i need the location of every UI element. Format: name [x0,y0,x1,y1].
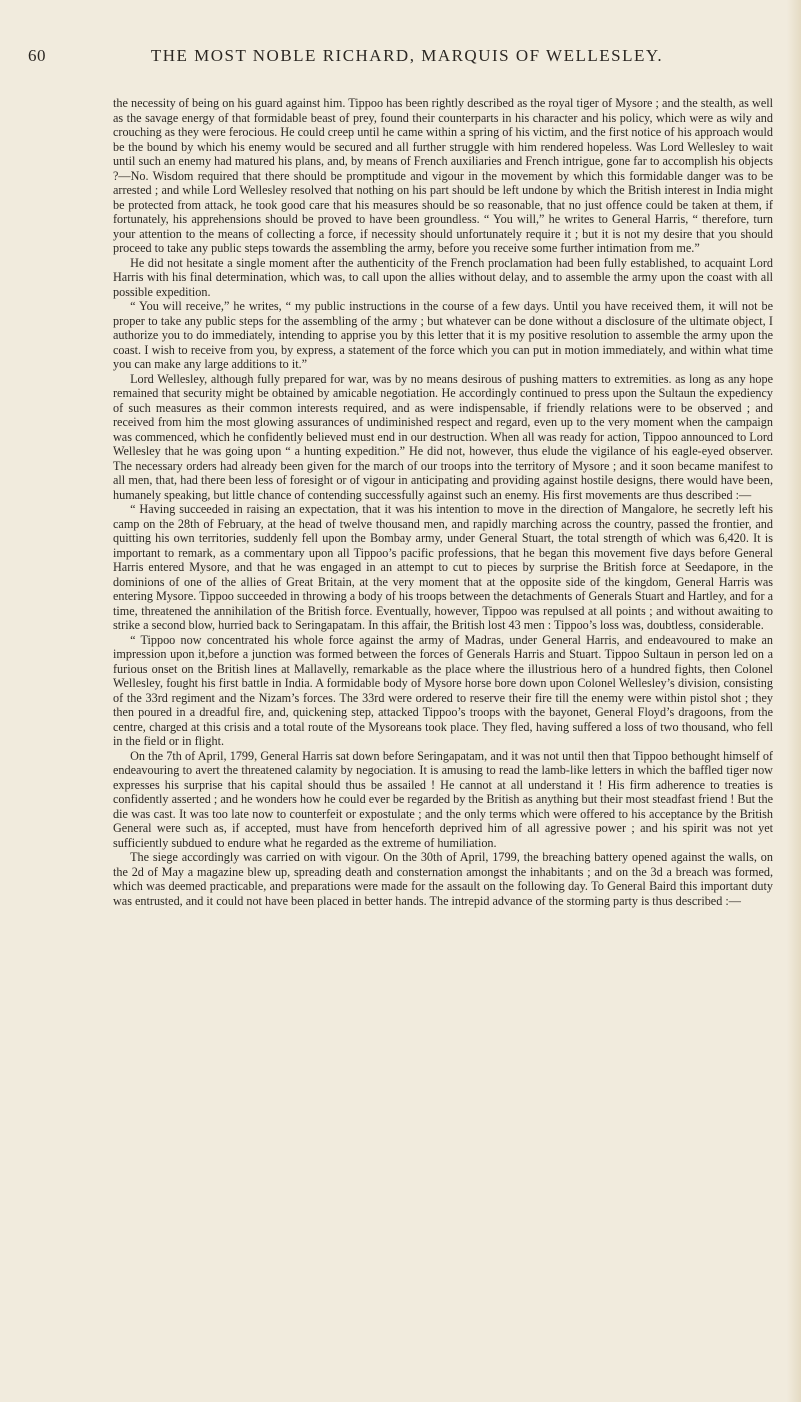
paragraph: “ Having succeeded in raising an expectation, that it was his intention to move in the direction of Mangalore, he secretly left his camp on the 28th of February, at the head of twelve thousand men, and rapidly marching across the country, passed the frontier, and quitting his own territories, suddenly fell upon the Bombay army, under General Stuart, the total strength of which was 6,420. It is important to remark, as a commentary upon all Tippoo’s pacific professions, that he began this movement five days before General Harris entered Mysore, and that he was engaged in an attempt to cut to pieces by surprise the British force at Seedapore, in the dominions of one of the allies of Great Britain, at the very moment that at the opposite side of the kingdom, General Harris was entering Mysore. Tippoo succeeded in throwing a body of his troops between the detachments of Generals Stuart and Hartley, and for a time, threatened the annihilation of the British force. Eventually, however, Tippoo was repulsed at all points ; and without awaiting to strike a second blow, hurried back to Seringapatam. In this affair, the British lost 43 men : Tippoo’s loss was, doubtless, considerable. [113,502,773,632]
paragraph: “ You will receive,” he writes, “ my public instructions in the course of a few days. Until you have received them, it will not be proper to take any public steps for the assembling of the army ; but whatever can be done without a disclosure of the ultimate object, I authorize you to do immediately, intending to apprise you by this letter that it is my positive resolution to assemble the army upon the coast. I wish to receive from you, by express, a statement of the force which you can put in motion immediately, and within what time you can make any large additions to it.” [113,299,773,371]
paragraph: The siege accordingly was carried on with vigour. On the 30th of April, 1799, the breaching battery opened against the walls, on the 2d of May a magazine blew up, spreading death and consternation amongst the inhabitants ; and on the 3d a breach was formed, which was deemed practicable, and preparations were made for the assault on the following day. To General Baird this important duty was entrusted, and it could not have been placed in better hands. The intrepid advance of the storming party is thus described :— [113,850,773,908]
paragraph: On the 7th of April, 1799, General Harris sat down before Seringapatam, and it was not until then that Tippoo bethought himself of endeavouring to avert the threatened calamity by negociation. It is amusing to read the lamb-like letters in which the baffled tiger now expresses his surprise that his capital should thus be assailed ! He cannot at all understand it ! His firm adherence to treaties is confidently asserted ; and he wonders how he could ever be regarded by the British as anything but their most steadfast friend ! But the die was cast. It was too late now to counterfeit or expostulate ; and the only terms which were offered to his acceptance by the British General were such as, if accepted, must have from henceforth deprived him of all agressive power ; and his spirit was not yet sufficiently subdued to endure what he regarded as the extreme of humiliation. [113,748,773,850]
body-text [113,96,773,908]
paragraph: the necessity of being on his guard against him. Tippoo has been rightly described as the royal tiger of Mysore ; and the stealth, as well as the savage energy of that formidable beast of prey, found their counterparts in his character and his policy, which were as wily and crouching as they were ferocious. He could creep until he came within a spring of his victim, and the first notice of his approach would be the bound by which his enemy would be secured and all further struggle with him rendered hopeless. Was Lord Wellesley to wait until such an enemy had matured his plans, and, by means of French auxiliaries and French intrigue, gone far to accomplish his objects ?—No. Wisdom required that there should be promptitude and vigour in the movement by which this formidable danger was to be arrested ; and while Lord Wellesley resolved that nothing on his part should be left undone by which the British interest in India might be protected from attack, he took good care that his measures should be so reasonable, that no just offence could be taken at them, if fortunately, his apprehensions should be proved to have been groundless. “ You will,” he writes to General Harris, “ therefore, turn your attention to the means of collecting a force, if necessity should unfortunately require it ; but it is not my desire that you should proceed to take any public steps towards the assembling the army, before you receive some further intimation from me.” [113,96,773,255]
page-edge-shadow [787,0,801,1402]
paragraph: “ Tippoo now concentrated his whole force against the army of Madras, under General Harris, and endeavoured to make an impression upon it,before a junction was formed between the forces of Generals Harris and Stuart. Tippoo Sultaun in person led on a furious onset on the British lines at Mallavelly, remarkable as the place where the illustrious hero of a hundred fights, then Colonel Wellesley, fought his first battle in India. A formidable body of Mysore horse bore down upon Colonel Wellesley’s division, consisting of the 33rd regiment and the Nizam’s forces. The 33rd were ordered to reserve their fire till the enemy were within pistol shot ; they then poured in a dreadful fire, and, quickening step, attacked Tippoo’s troops with the bayonet, General Floyd’s dragoons, from the centre, charged at this crisis and a total route of the Mysoreans took place. They fled, having suffered a loss of two thousand, who fell in the field or in flight. [113,632,773,748]
page-number: 60 [28,46,46,65]
page-header [28,46,786,76]
paragraph: He did not hesitate a single moment after the authenticity of the French proclamation had been fully established, to acquaint Lord Harris with his final determination, which was, to call upon the allies without delay, and to assemble the army upon the coast with all possible expedition. [113,255,773,299]
running-head: THE MOST NOBLE RICHARD, MARQUIS OF WELLESLEY. [150,46,664,65]
paragraph: Lord Wellesley, although fully prepared for war, was by no means desirous of pushing matters to extremities. as long as any hope remained that security might be obtained by amicable negotiation. He accordingly continued to press upon the Sultaun the expediency of such measures as their common interests required, and as were indispensable, if friendly relations were to be observed ; and received from him the most glowing assurances of undiminished respect and regard, even up to the very moment when the campaign was commenced, which he confidently believed must end in our destruction. When all was ready for action, Tippoo announced to Lord Wellesley that he was going upon “ a hunting expedition.” He did not, however, thus elude the vigilance of his eagle-eyed observer. The necessary orders had already been given for the march of our troops into the territory of Mysore ; and it soon became manifest to all men, that, had there been less of foresight or of vigour in anticipating and providing against hostile designs, there would have been, humanely speaking, but little chance of contending successfully against such an enemy. His first movements are thus described :— [113,371,773,502]
